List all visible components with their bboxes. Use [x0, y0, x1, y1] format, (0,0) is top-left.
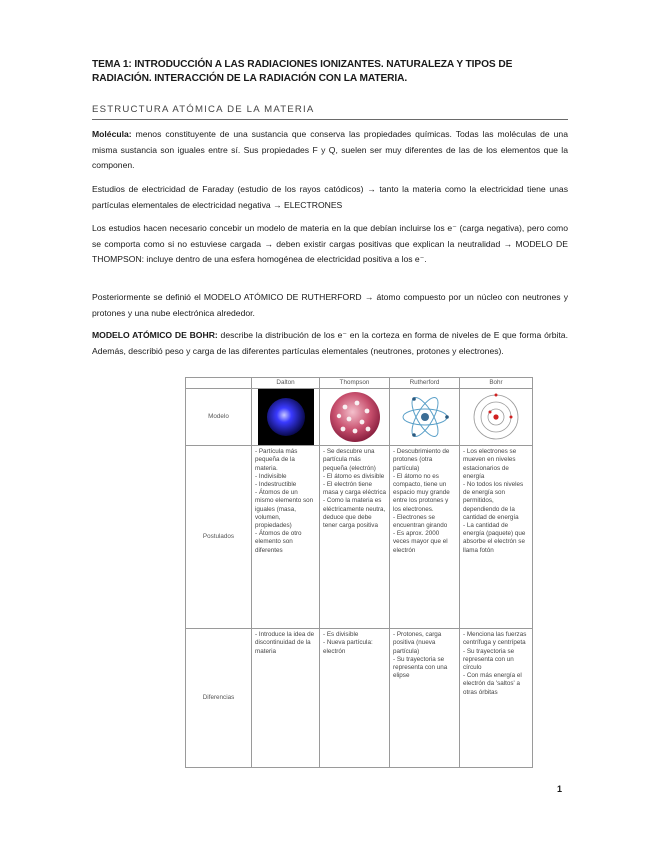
paragraph-text: menos constituyente de una sustancia que conserva las propiedades químicas. Todas las moléculas de una misma sustancia son iguales entre sí. Sus propiedades F y Q, suelen ser muy diferentes de las de los elementos que la componen.: [92, 129, 568, 171]
row-label-postulates: Postulados: [186, 446, 252, 629]
paragraph-bold-term: Molécula:: [92, 129, 132, 139]
dalton-differences-cell: - Introduce la idea de discontinuidad de la materia: [252, 629, 320, 768]
row-label-differences: Diferencias: [186, 629, 252, 768]
rutherford-postulates-cell: - Descubrimiento de protones (otra partícula) - El átomo no es compacto, tiene un espacio muy grande entre los protones y los electrones. - Electrones se encuentran girando - Es aprox. 2000 veces mayor que el electrón: [390, 446, 460, 629]
document-title: TEMA 1: INTRODUCCIÓN A LAS RADIACIONES IONIZANTES. NATURALEZA Y TIPOS DE RADIACIÓN. INTERACCIÓN DE LA RADIACIÓN CON LA MATERIA.: [92, 59, 513, 84]
dalton-sphere-illustration: [258, 389, 314, 445]
thompson-differences-cell: - Es divisible - Nueva partícula: electrón: [320, 629, 390, 768]
dalton-postulates-cell: - Partícula más pequeña de la materia. - Indivisible - Indestructible - Átomos de un mismo elemento son iguales (masa, volumen, propiedades) - Átomos de otro elemento son diferentes: [252, 446, 320, 629]
paragraph-bold-term: MODELO ATÓMICO DE BOHR:: [92, 330, 218, 340]
paragraph-bohr: [92, 328, 568, 359]
table-row-differences: [186, 629, 533, 768]
thompson-image-cell: [320, 389, 390, 446]
header-cell-empty: [186, 378, 252, 389]
paragraph-thompson: Los estudios hacen necesario concebir un modelo de materia en la que debían incluirse los e⁻ (carga negativa), pero como se comporta como si no estuviese cargada → deben existir cargas positivas que explican la neutralidad → MODELO DE THOMPSON: incluye dentro de una esfera homogénea de electricidad positiva a los e⁻.: [92, 223, 568, 265]
bohr-differences-cell: - Menciona las fuerzas centrífuga y centrípeta - Su trayectoria se representa con un círculo - Con más energía el electrón da 'saltos' a otras órbitas: [460, 629, 533, 768]
rutherford-image-cell: [390, 389, 460, 446]
bohr-image-cell: [460, 389, 533, 446]
table-row-model: [186, 389, 533, 446]
section-heading: ESTRUCTURA ATÓMICA DE LA MATERIA: [92, 104, 315, 115]
table-header-row: [186, 378, 533, 389]
dalton-image-cell: [252, 389, 320, 446]
rutherford-atom-illustration: [397, 389, 453, 445]
paragraph-faraday: Estudios de electricidad de Faraday (estudio de los rayos catódicos) → tanto la materia como la electricidad tiene unas partículas elementales de electricidad negativa → ELECTRONES: [92, 184, 568, 210]
atomic-models-table: [185, 377, 533, 768]
header-cell-dalton: Dalton: [252, 378, 320, 389]
rutherford-differences-cell: - Protones, carga positiva (nueva partícula) - Su trayectoria se representa con una elipse: [390, 629, 460, 768]
paragraph-text: describe la distribución de los e⁻ en la corteza en forma de niveles de E que forma órbita. Además, describió peso y carga de las diferentes partículas elementales (neutrones, protones y electrones).: [92, 330, 568, 356]
heading-divider: [92, 119, 568, 120]
table-row-postulates: [186, 446, 533, 629]
page-number: 1: [557, 784, 563, 794]
row-label-model: Modelo: [186, 389, 252, 446]
header-cell-bohr: Bohr: [460, 378, 533, 389]
header-cell-thompson: Thompson: [320, 378, 390, 389]
thompson-plum-pudding-illustration: [327, 389, 383, 445]
thompson-postulates-cell: - Se descubre una partícula más pequeña (electrón) - El átomo es divisible - El electrón tiene masa y carga eléctrica - Como la materia es eléctricamente neutra, deduce que debe tener carga positiva: [320, 446, 390, 629]
paragraph-rutherford: Posteriormente se definió el MODELO ATÓMICO DE RUTHERFORD → átomo compuesto por un núcleo con neutrones y protones y una nube electrónica alrededor.: [92, 292, 568, 318]
bohr-atom-illustration: [468, 389, 524, 445]
header-cell-rutherford: Rutherford: [390, 378, 460, 389]
bohr-postulates-cell: - Los electrones se mueven en niveles estacionarios de energía - No todos los niveles de energía son permitidos, dependiendo de la cantidad de energía - La cantidad de energía (paquete) que absorbe el electrón se llama fotón: [460, 446, 533, 629]
paragraph-molecula: [92, 127, 568, 174]
